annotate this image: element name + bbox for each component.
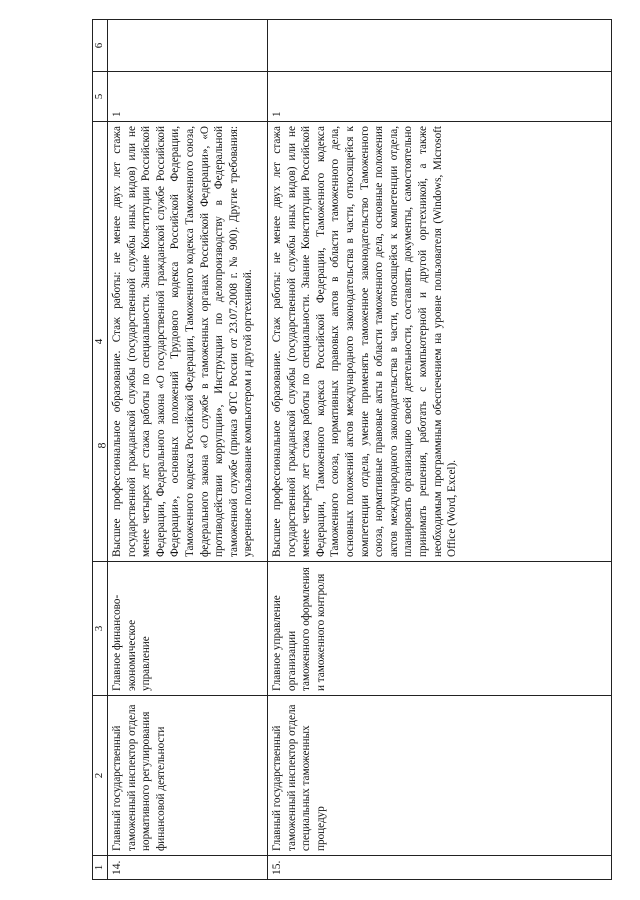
empty-cell bbox=[108, 20, 268, 72]
count-cell: 1 bbox=[268, 72, 612, 122]
empty-cell bbox=[268, 20, 612, 72]
header-cell-4: 4 bbox=[93, 122, 108, 562]
header-cell-2: 2 bbox=[93, 696, 108, 856]
table-row bbox=[108, 20, 268, 880]
header-cell-3: 3 bbox=[93, 562, 108, 696]
header-cell-6: 6 bbox=[93, 20, 108, 72]
row-number: 15. bbox=[268, 856, 612, 880]
rotated-page bbox=[92, 20, 612, 880]
table-header-row bbox=[93, 20, 108, 880]
position-cell: Главный государственный таможенный инспектор отдела специальных таможенных процедур bbox=[268, 696, 612, 856]
page-number: 8 bbox=[94, 442, 109, 449]
vacancy-table bbox=[92, 19, 612, 880]
department-cell: Главное управление организации таможенного оформления и таможенного контроля bbox=[268, 562, 612, 696]
count-cell: 1 bbox=[108, 72, 268, 122]
requirements-cell: Высшее профессиональное образование. Стаж работы: не менее двух лет стажа государственной гражданской службы (государственной службы иных видов) или не менее четырех лет стажа работы по специальности. Знание Конституции Российской Федерации, Таможенного кодекса Российской Федерации, Таможенного кодекса Таможенного союза, нормативных правовых актов в области таможенного дела, основных положений актов международного законодательства в части, относящейся к компетенции отдела, умение применять таможенное законодательство Таможенного союза, нормативные правовые акты в области таможенного дела, основные положения актов международного законодательства в части, относящейся к компетенции отдела, планировать организацию своей деятельности, составлять документы, самостоятельно принимать решения, работать с компьютерной и другой оргтехникой, а также необходимым программным обеспечением на уровне пользователя (Windows, Microsoft Office (Word, Excel). bbox=[268, 122, 612, 562]
position-cell: Главный государственный таможенный инспектор отдела нормативного регулирования финансовой деятельности bbox=[108, 696, 268, 856]
header-cell-1: 1 bbox=[93, 856, 108, 880]
requirements-cell: Высшее профессиональное образование. Стаж работы: не менее двух лет стажа государственной гражданской службы (государственной службы иных видов) или не менее четырех лет стажа работы по специальности. Знание Конституции Российской Федерации, Федерального закона «О государственной гражданской службе Российской Федерации», основных положений Трудового кодекса Российской Федерации, Таможенного кодекса Российской Федерации, Таможенного кодекса Таможенного союза, федерального закона «О службе в таможенных органах Российской Федерации», «О противодействии коррупции», Инструкции по делопроизводству в Федеральной таможенной службе (приказ ФТС России от 23.07.2008 г. № 900). Другие требования: уверенное пользование компьютером и другой оргтехникой. bbox=[108, 122, 268, 562]
department-cell: Главное финансово-экономическое управление bbox=[108, 562, 268, 696]
row-number: 14. bbox=[108, 856, 268, 880]
header-cell-5: 5 bbox=[93, 72, 108, 122]
table-row bbox=[268, 20, 612, 880]
